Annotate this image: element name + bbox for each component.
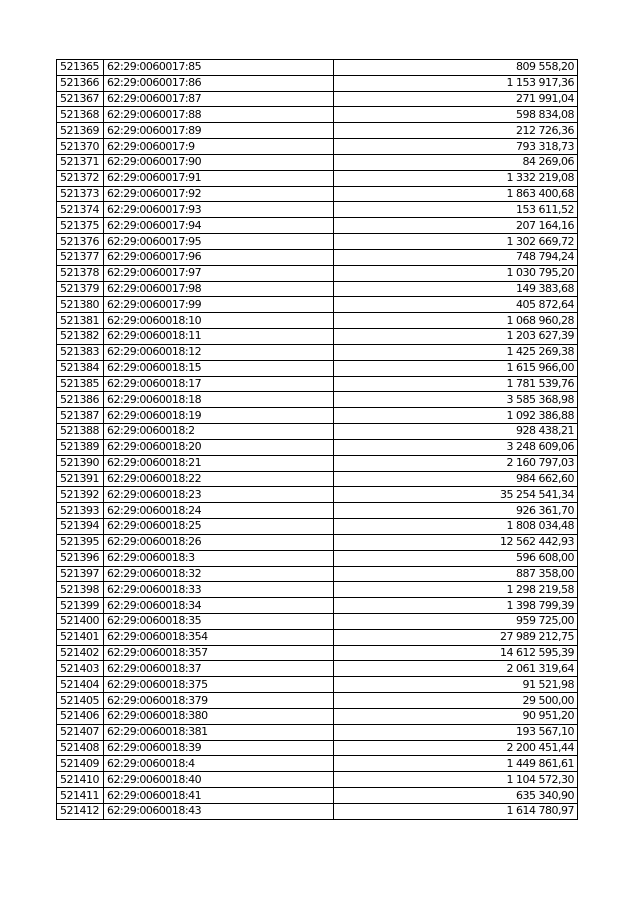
row-id-cell: 521411 — [57, 788, 104, 804]
table-row — [57, 344, 578, 360]
value-cell: 748 794,24 — [334, 249, 578, 265]
value-cell: 1 863 400,68 — [334, 186, 578, 202]
table-row — [57, 360, 578, 376]
value-cell: 90 951,20 — [334, 708, 578, 724]
table-row — [57, 613, 578, 629]
table-row — [57, 75, 578, 91]
cadastral-number-cell: 62:29:0060018:23 — [104, 487, 334, 503]
table-row — [57, 107, 578, 123]
value-cell: 1 092 386,88 — [334, 408, 578, 424]
value-cell: 207 164,16 — [334, 218, 578, 234]
row-id-cell: 521378 — [57, 265, 104, 281]
table-row — [57, 772, 578, 788]
value-cell: 149 383,68 — [334, 281, 578, 297]
value-cell: 598 834,08 — [334, 107, 578, 123]
table-row — [57, 471, 578, 487]
table-row — [57, 123, 578, 139]
row-id-cell: 521405 — [57, 693, 104, 709]
cadastral-number-cell: 62:29:0060018:12 — [104, 344, 334, 360]
cadastral-number-cell: 62:29:0060018:10 — [104, 313, 334, 329]
value-cell: 1 614 780,97 — [334, 803, 578, 819]
value-cell: 405 872,64 — [334, 297, 578, 313]
row-id-cell: 521375 — [57, 218, 104, 234]
cadastral-number-cell: 62:29:0060018:40 — [104, 772, 334, 788]
row-id-cell: 521397 — [57, 566, 104, 582]
row-id-cell: 521377 — [57, 249, 104, 265]
value-cell: 212 726,36 — [334, 123, 578, 139]
value-cell: 1 808 034,48 — [334, 519, 578, 535]
row-id-cell: 521396 — [57, 550, 104, 566]
value-cell: 1 332 219,08 — [334, 170, 578, 186]
value-cell: 2 061 319,64 — [334, 661, 578, 677]
table-row — [57, 724, 578, 740]
table-row — [57, 550, 578, 566]
table-row — [57, 154, 578, 170]
value-cell: 1 302 669,72 — [334, 234, 578, 250]
table-row — [57, 519, 578, 535]
cadastral-number-cell: 62:29:0060018:34 — [104, 598, 334, 614]
row-id-cell: 521384 — [57, 360, 104, 376]
value-cell: 91 521,98 — [334, 677, 578, 693]
table-row — [57, 803, 578, 819]
table-row — [57, 408, 578, 424]
cadastral-number-cell: 62:29:0060018:19 — [104, 408, 334, 424]
value-cell: 3 248 609,06 — [334, 439, 578, 455]
row-id-cell: 521392 — [57, 487, 104, 503]
row-id-cell: 521389 — [57, 439, 104, 455]
cadastral-number-cell: 62:29:0060018:24 — [104, 503, 334, 519]
value-cell: 2 160 797,03 — [334, 455, 578, 471]
table-row — [57, 503, 578, 519]
value-cell: 1 449 861,61 — [334, 756, 578, 772]
cadastral-number-cell: 62:29:0060017:87 — [104, 91, 334, 107]
cadastral-number-cell: 62:29:0060018:21 — [104, 455, 334, 471]
table-row — [57, 91, 578, 107]
table-row — [57, 645, 578, 661]
cadastral-number-cell: 62:29:0060017:98 — [104, 281, 334, 297]
table-row — [57, 693, 578, 709]
table-row — [57, 170, 578, 186]
row-id-cell: 521407 — [57, 724, 104, 740]
cadastral-number-cell: 62:29:0060018:32 — [104, 566, 334, 582]
cadastral-number-cell: 62:29:0060017:9 — [104, 139, 334, 155]
cadastral-number-cell: 62:29:0060018:39 — [104, 740, 334, 756]
cadastral-number-cell: 62:29:0060018:379 — [104, 693, 334, 709]
value-cell: 153 611,52 — [334, 202, 578, 218]
table-row — [57, 234, 578, 250]
value-cell: 887 358,00 — [334, 566, 578, 582]
table-row — [57, 788, 578, 804]
cadastral-number-cell: 62:29:0060017:91 — [104, 170, 334, 186]
row-id-cell: 521383 — [57, 344, 104, 360]
cadastral-number-cell: 62:29:0060018:18 — [104, 392, 334, 408]
cadastral-number-cell: 62:29:0060018:2 — [104, 424, 334, 440]
row-id-cell: 521380 — [57, 297, 104, 313]
cadastral-number-cell: 62:29:0060017:96 — [104, 249, 334, 265]
cadastral-number-cell: 62:29:0060018:26 — [104, 534, 334, 550]
table-row — [57, 439, 578, 455]
table-row — [57, 281, 578, 297]
cadastral-number-cell: 62:29:0060018:33 — [104, 582, 334, 598]
value-cell: 1 068 960,28 — [334, 313, 578, 329]
cadastral-number-cell: 62:29:0060017:85 — [104, 60, 334, 76]
cadastral-number-cell: 62:29:0060017:97 — [104, 265, 334, 281]
row-id-cell: 521371 — [57, 154, 104, 170]
value-cell: 193 567,10 — [334, 724, 578, 740]
value-cell: 596 608,00 — [334, 550, 578, 566]
value-cell: 926 361,70 — [334, 503, 578, 519]
value-cell: 1 153 917,36 — [334, 75, 578, 91]
row-id-cell: 521401 — [57, 629, 104, 645]
row-id-cell: 521374 — [57, 202, 104, 218]
cadastral-number-cell: 62:29:0060018:22 — [104, 471, 334, 487]
row-id-cell: 521400 — [57, 613, 104, 629]
row-id-cell: 521390 — [57, 455, 104, 471]
row-id-cell: 521379 — [57, 281, 104, 297]
table-row — [57, 756, 578, 772]
row-id-cell: 521376 — [57, 234, 104, 250]
row-id-cell: 521408 — [57, 740, 104, 756]
table-row — [57, 582, 578, 598]
row-id-cell: 521369 — [57, 123, 104, 139]
row-id-cell: 521394 — [57, 519, 104, 535]
row-id-cell: 521385 — [57, 376, 104, 392]
table-row — [57, 629, 578, 645]
value-cell: 2 200 451,44 — [334, 740, 578, 756]
cadastral-number-cell: 62:29:0060017:90 — [104, 154, 334, 170]
table-row — [57, 487, 578, 503]
row-id-cell: 521367 — [57, 91, 104, 107]
value-cell: 1 425 269,38 — [334, 344, 578, 360]
cadastral-number-cell: 62:29:0060017:99 — [104, 297, 334, 313]
table-row — [57, 566, 578, 582]
table-row — [57, 455, 578, 471]
data-table — [56, 59, 578, 820]
row-id-cell: 521403 — [57, 661, 104, 677]
cadastral-number-cell: 62:29:0060017:88 — [104, 107, 334, 123]
row-id-cell: 521393 — [57, 503, 104, 519]
table-row — [57, 424, 578, 440]
value-cell: 809 558,20 — [334, 60, 578, 76]
row-id-cell: 521381 — [57, 313, 104, 329]
row-id-cell: 521391 — [57, 471, 104, 487]
table-row — [57, 297, 578, 313]
row-id-cell: 521399 — [57, 598, 104, 614]
value-cell: 84 269,06 — [334, 154, 578, 170]
row-id-cell: 521366 — [57, 75, 104, 91]
table-row — [57, 677, 578, 693]
table-row — [57, 186, 578, 202]
table-row — [57, 329, 578, 345]
table-row — [57, 60, 578, 76]
cadastral-number-cell: 62:29:0060018:375 — [104, 677, 334, 693]
row-id-cell: 521402 — [57, 645, 104, 661]
value-cell: 14 612 595,39 — [334, 645, 578, 661]
cadastral-number-cell: 62:29:0060018:17 — [104, 376, 334, 392]
value-cell: 793 318,73 — [334, 139, 578, 155]
cadastral-number-cell: 62:29:0060018:25 — [104, 519, 334, 535]
row-id-cell: 521388 — [57, 424, 104, 440]
row-id-cell: 521387 — [57, 408, 104, 424]
row-id-cell: 521373 — [57, 186, 104, 202]
table-row — [57, 265, 578, 281]
cadastral-number-cell: 62:29:0060018:20 — [104, 439, 334, 455]
row-id-cell: 521409 — [57, 756, 104, 772]
value-cell: 29 500,00 — [334, 693, 578, 709]
value-cell: 1 203 627,39 — [334, 329, 578, 345]
row-id-cell: 521398 — [57, 582, 104, 598]
value-cell: 1 030 795,20 — [334, 265, 578, 281]
value-cell: 271 991,04 — [334, 91, 578, 107]
table-row — [57, 661, 578, 677]
cadastral-number-cell: 62:29:0060017:93 — [104, 202, 334, 218]
value-cell: 984 662,60 — [334, 471, 578, 487]
cadastral-number-cell: 62:29:0060018:43 — [104, 803, 334, 819]
cadastral-number-cell: 62:29:0060018:380 — [104, 708, 334, 724]
cadastral-number-cell: 62:29:0060017:86 — [104, 75, 334, 91]
cadastral-number-cell: 62:29:0060018:37 — [104, 661, 334, 677]
table-row — [57, 313, 578, 329]
row-id-cell: 521404 — [57, 677, 104, 693]
value-cell: 1 104 572,30 — [334, 772, 578, 788]
value-cell: 12 562 442,93 — [334, 534, 578, 550]
value-cell: 1 615 966,00 — [334, 360, 578, 376]
cadastral-number-cell: 62:29:0060018:3 — [104, 550, 334, 566]
table-row — [57, 202, 578, 218]
table-row — [57, 708, 578, 724]
cadastral-number-cell: 62:29:0060018:354 — [104, 629, 334, 645]
cadastral-number-cell: 62:29:0060018:357 — [104, 645, 334, 661]
table-row — [57, 534, 578, 550]
cadastral-number-cell: 62:29:0060017:89 — [104, 123, 334, 139]
value-cell: 928 438,21 — [334, 424, 578, 440]
value-cell: 1 781 539,76 — [334, 376, 578, 392]
value-cell: 635 340,90 — [334, 788, 578, 804]
cadastral-number-cell: 62:29:0060018:4 — [104, 756, 334, 772]
value-cell: 1 298 219,58 — [334, 582, 578, 598]
cadastral-number-cell: 62:29:0060018:11 — [104, 329, 334, 345]
row-id-cell: 521395 — [57, 534, 104, 550]
row-id-cell: 521386 — [57, 392, 104, 408]
row-id-cell: 521406 — [57, 708, 104, 724]
cadastral-number-cell: 62:29:0060018:15 — [104, 360, 334, 376]
table-body — [57, 60, 578, 820]
table-row — [57, 392, 578, 408]
table-row — [57, 376, 578, 392]
cadastral-number-cell: 62:29:0060018:381 — [104, 724, 334, 740]
value-cell: 1 398 799,39 — [334, 598, 578, 614]
value-cell: 3 585 368,98 — [334, 392, 578, 408]
row-id-cell: 521372 — [57, 170, 104, 186]
table-row — [57, 249, 578, 265]
cadastral-number-cell: 62:29:0060017:95 — [104, 234, 334, 250]
cadastral-number-cell: 62:29:0060018:41 — [104, 788, 334, 804]
row-id-cell: 521410 — [57, 772, 104, 788]
row-id-cell: 521368 — [57, 107, 104, 123]
table-row — [57, 139, 578, 155]
value-cell: 35 254 541,34 — [334, 487, 578, 503]
table-row — [57, 740, 578, 756]
cadastral-number-cell: 62:29:0060017:94 — [104, 218, 334, 234]
table-row — [57, 598, 578, 614]
row-id-cell: 521382 — [57, 329, 104, 345]
cadastral-number-cell: 62:29:0060018:35 — [104, 613, 334, 629]
value-cell: 959 725,00 — [334, 613, 578, 629]
value-cell: 27 989 212,75 — [334, 629, 578, 645]
cadastral-number-cell: 62:29:0060017:92 — [104, 186, 334, 202]
row-id-cell: 521412 — [57, 803, 104, 819]
table-row — [57, 218, 578, 234]
row-id-cell: 521370 — [57, 139, 104, 155]
row-id-cell: 521365 — [57, 60, 104, 76]
